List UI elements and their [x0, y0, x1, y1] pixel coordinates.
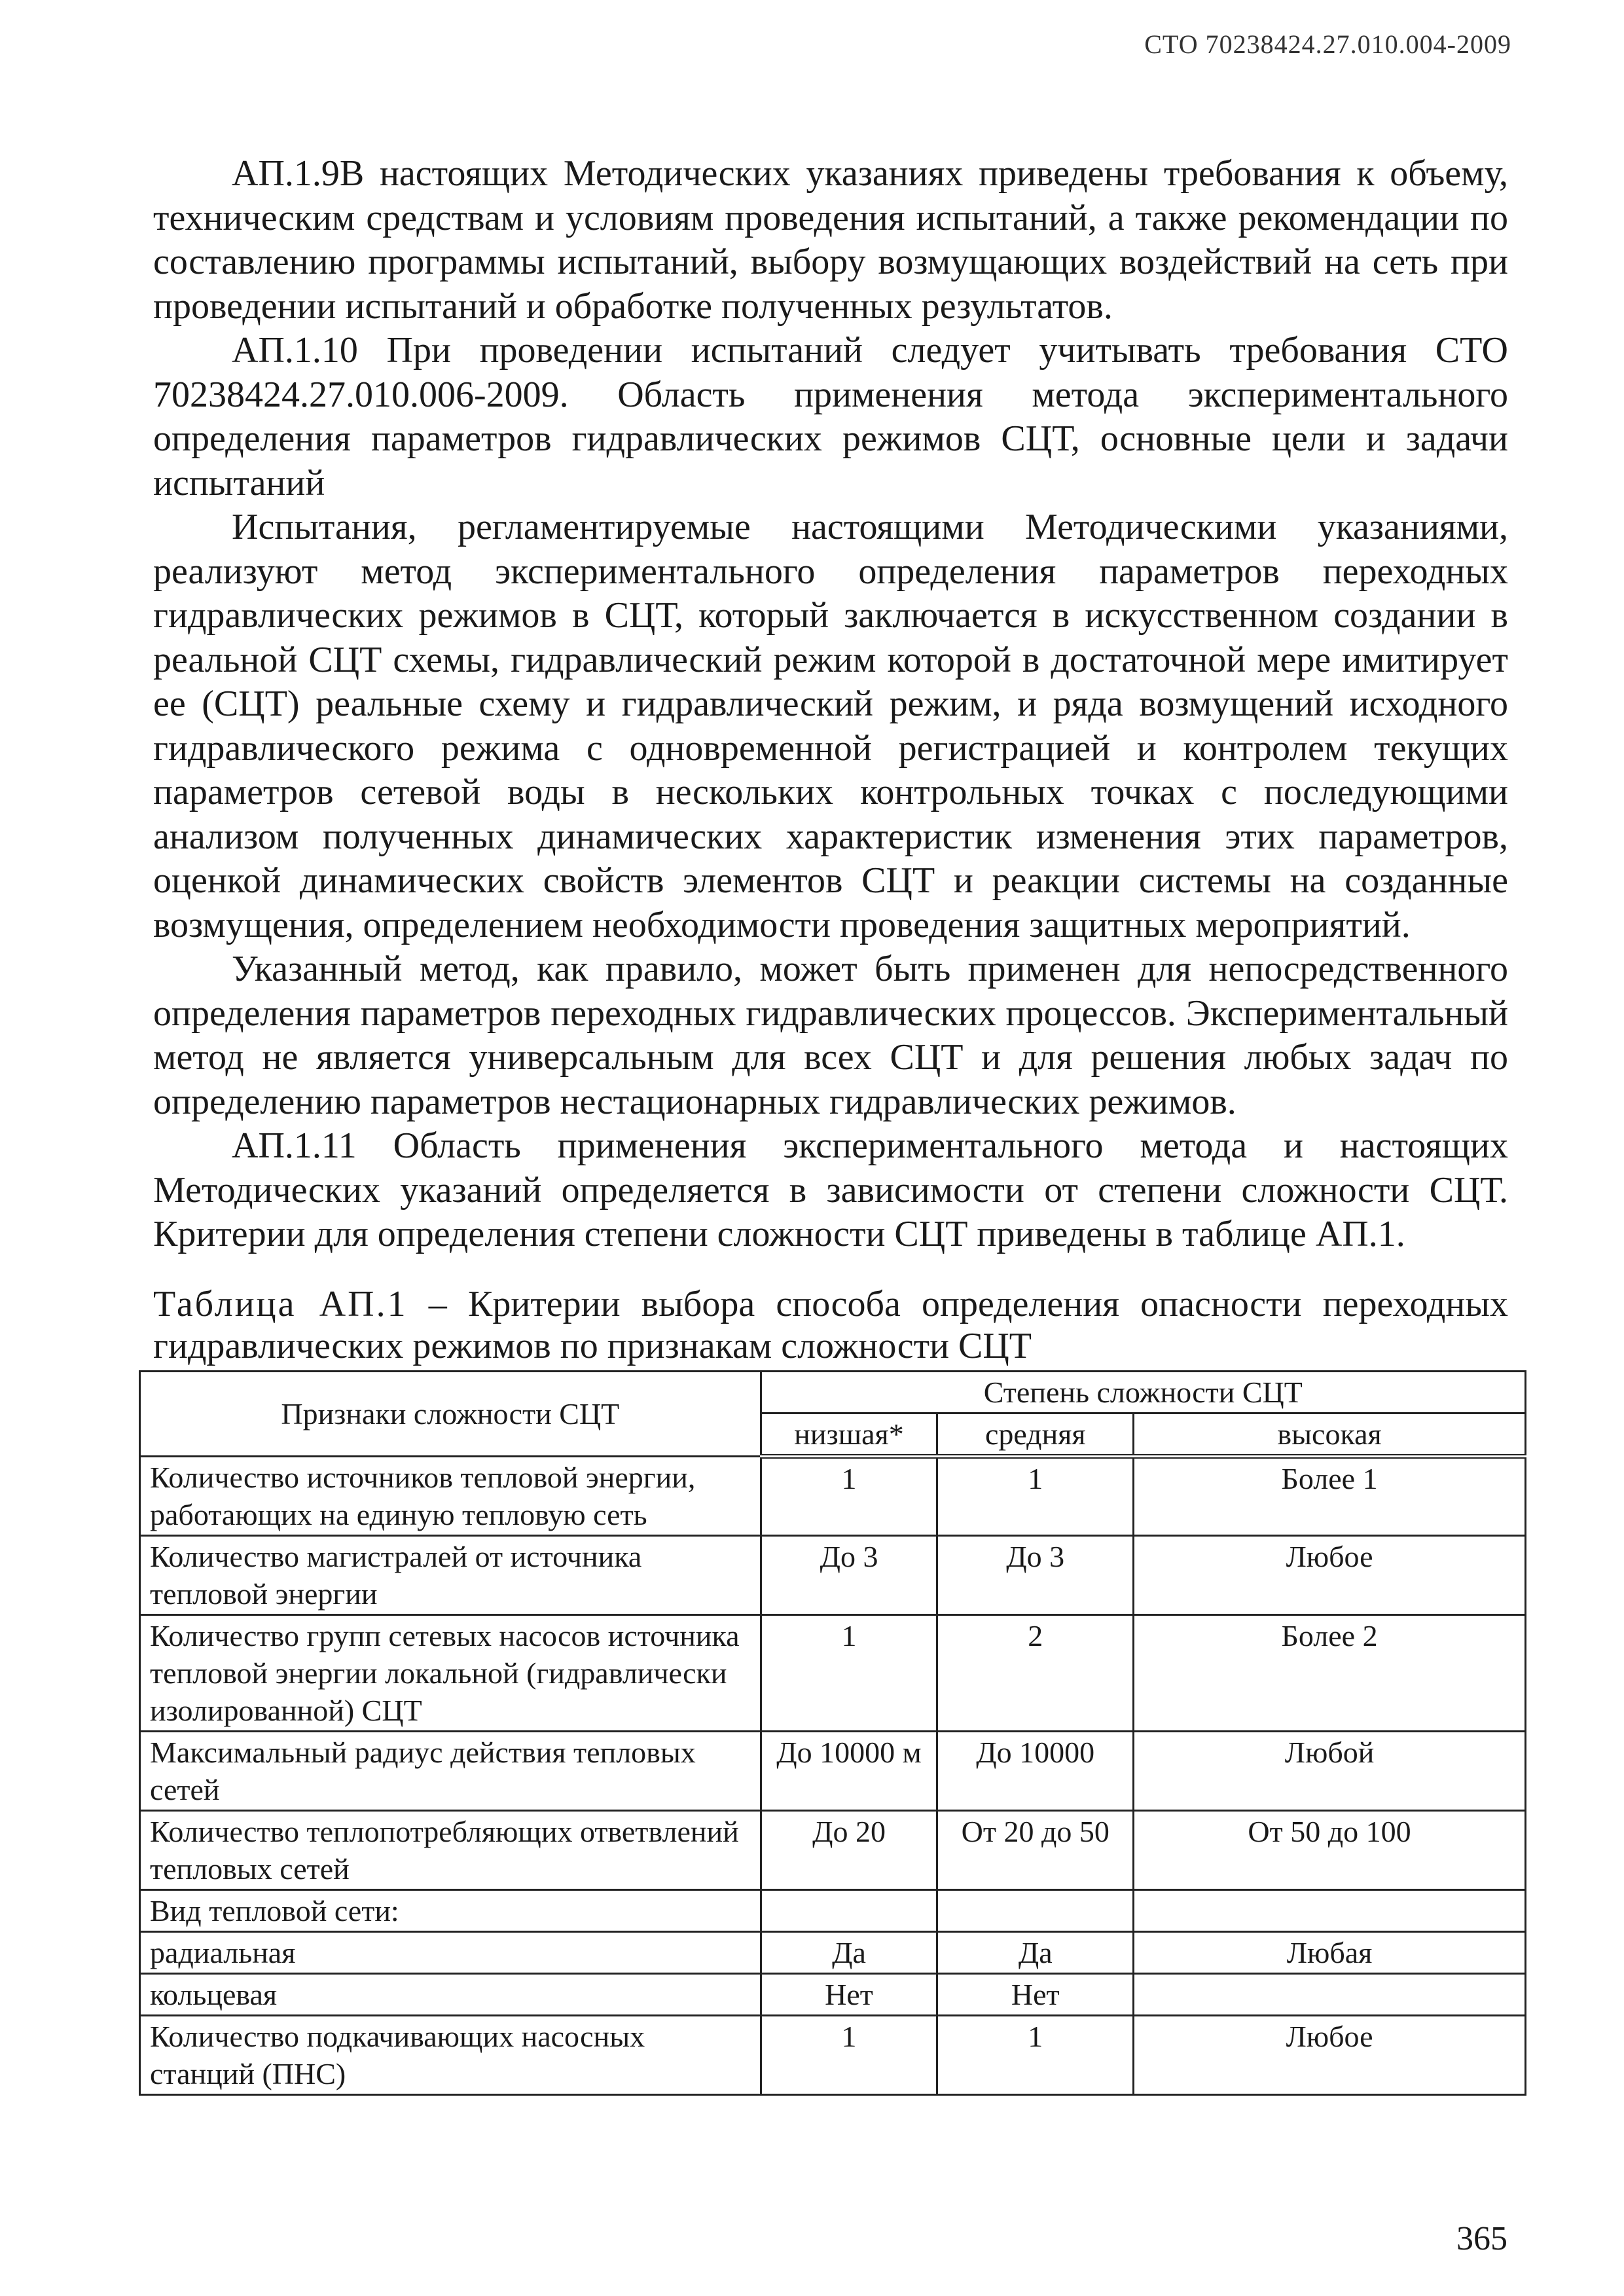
medium-cell: 2: [937, 1615, 1134, 1732]
feature-cell: Вид тепловой сети:: [140, 1890, 761, 1932]
high-cell: [1134, 1974, 1526, 2016]
table-label: Таблица АП.1: [153, 1284, 408, 1324]
feature-cell: кольцевая: [140, 1974, 761, 2016]
high-cell: Любое: [1134, 1536, 1526, 1615]
low-cell: Да: [761, 1932, 937, 1974]
paragraph: АП.1.10 При проведении испытаний следует учитывать требования СТО 70238424.27.010.006-2009. Область применения метода экспериментального определения параметров гидравлических режимов СЦТ, основные цели и задачи испытаний: [153, 330, 1508, 503]
header-complexity-group: Степень сложности СЦТ: [761, 1372, 1525, 1413]
header-level-medium: средняя: [937, 1413, 1134, 1457]
high-cell: Любое: [1134, 2016, 1526, 2095]
medium-cell: 1: [937, 1457, 1134, 1536]
medium-cell: От 20 до 50: [937, 1811, 1134, 1890]
feature-cell: Количество групп сетевых насосов источника тепловой энергии локальной (гидравлически изолированной) СЦТ: [140, 1615, 761, 1732]
low-cell: 1: [761, 1457, 937, 1536]
high-cell: Более 1: [1134, 1457, 1526, 1536]
high-cell: Любая: [1134, 1932, 1526, 1974]
medium-cell: До 3: [937, 1536, 1134, 1615]
criteria-table: [139, 1370, 1526, 2096]
page-number: 365: [1456, 2220, 1507, 2257]
high-cell: Более 2: [1134, 1615, 1526, 1732]
feature-cell: Количество теплопотребляющих ответвлений тепловых сетей: [140, 1811, 761, 1890]
table-row: [140, 2016, 1526, 2095]
header-level-low: низшая*: [761, 1413, 937, 1457]
table-caption: [153, 1283, 1508, 1367]
header-level-high: высокая: [1134, 1413, 1526, 1457]
low-cell: До 10000 м: [761, 1732, 937, 1811]
feature-cell: радиальная: [140, 1932, 761, 1974]
body-text: [153, 152, 1508, 1257]
table-row: [140, 1932, 1526, 1974]
medium-cell: Да: [937, 1932, 1134, 1974]
medium-cell: До 10000: [937, 1732, 1134, 1811]
feature-cell: Количество магистралей от источника тепловой энергии: [140, 1536, 761, 1615]
document-code: СТО 70238424.27.010.004-2009: [1144, 29, 1511, 59]
feature-cell: Количество источников тепловой энергии, работающих на единую тепловую сеть: [140, 1457, 761, 1536]
medium-cell: [937, 1890, 1134, 1932]
paragraph: Испытания, регламентируемые настоящими Методическими указаниями, реализуют метод экспериментального определения параметров переходных гидравлических режимов в СЦТ, который заключается в искусственном создании в реальной СЦТ схемы, гидравлический режим которой в достаточной мере имитирует ее (СЦТ) реальные схему и гидравлический режим, и ряда возмущений исходного гидравлического режима с одновременной регистрацией и контролем текущих параметров сетевой воды в нескольких контрольных точках с последующими анализом полученных динамических характеристик изменения этих параметров, оценкой динамических свойств элементов СЦТ и реакции системы на созданные возмущения, определением необходимости проведения защитных мероприятий.: [153, 507, 1508, 945]
feature-cell: Максимальный радиус действия тепловых сетей: [140, 1732, 761, 1811]
high-cell: [1134, 1890, 1526, 1932]
table-row: [140, 1457, 1526, 1536]
paragraph: Указанный метод, как правило, может быть применен для непосредственного определения параметров переходных гидравлических процессов. Экспериментальный метод не является универсальным для всех СЦТ и для решения любых задач по определению параметров нестационарных гидравлических режимов.: [153, 949, 1508, 1122]
header-feature: Признаки сложности СЦТ: [140, 1372, 761, 1457]
table-row: [140, 1811, 1526, 1890]
high-cell: От 50 до 100: [1134, 1811, 1526, 1890]
low-cell: 1: [761, 2016, 937, 2095]
medium-cell: 1: [937, 2016, 1134, 2095]
low-cell: До 20: [761, 1811, 937, 1890]
low-cell: 1: [761, 1615, 937, 1732]
low-cell: Нет: [761, 1974, 937, 2016]
low-cell: [761, 1890, 937, 1932]
table-caption-text: – Критерии выбора способа определения опасности переходных гидравлических режимов по признакам сложности СЦТ: [153, 1284, 1508, 1366]
medium-cell: Нет: [937, 1974, 1134, 2016]
paragraph: АП.1.9В настоящих Методических указаниях приведены требования к объему, техническим средствам и условиям проведения испытаний, а также рекомендации по составлению программы испытаний, выбору возмущающих воздействий на сеть при проведении испытаний и обработке полученных результатов.: [153, 153, 1508, 327]
low-cell: До 3: [761, 1536, 937, 1615]
feature-cell: Количество подкачивающих насосных станций (ПНС): [140, 2016, 761, 2095]
paragraph: АП.1.11 Область применения экспериментального метода и настоящих Методических указаний определяется в зависимости от степени сложности СЦТ. Критерии для определения степени сложности СЦТ приведены в таблице АП.1.: [153, 1125, 1508, 1254]
table-row: [140, 1615, 1526, 1732]
table-row: [140, 1732, 1526, 1811]
table-row: [140, 1890, 1526, 1932]
table-row: [140, 1536, 1526, 1615]
table-row: [140, 1974, 1526, 2016]
high-cell: Любой: [1134, 1732, 1526, 1811]
